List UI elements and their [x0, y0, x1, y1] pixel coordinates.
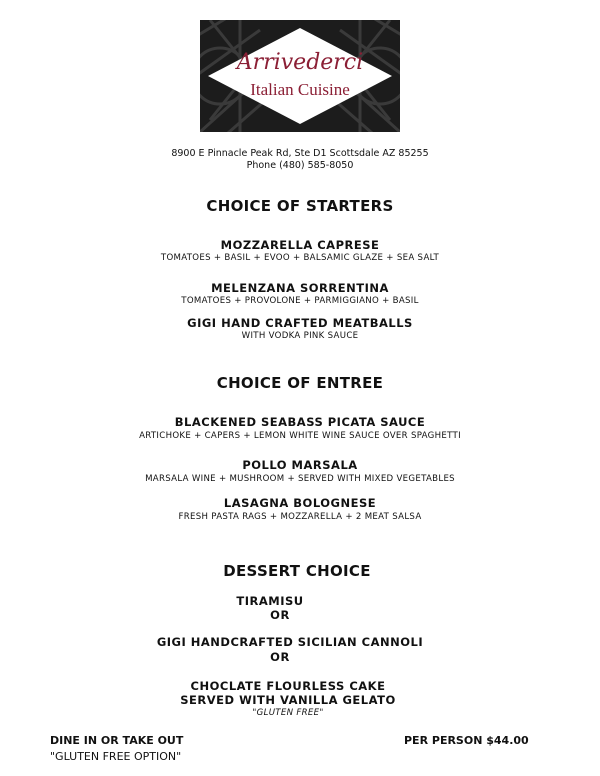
dessert-3-line2: SERVED WITH VANILLA GELATO: [180, 693, 396, 707]
starter-3-desc: WITH VODKA PINK SAUCE: [241, 331, 359, 341]
dessert-or-1: OR: [270, 608, 290, 622]
dessert-3-line1: CHOCLATE FLOURLESS CAKE: [190, 679, 386, 693]
dessert-or-2: OR: [270, 650, 290, 664]
entree-1-desc: ARTICHOKE + CAPERS + LEMON WHITE WINE SAUCE OVER SPAGHETTI: [139, 431, 461, 441]
entree-heading: CHOICE OF ENTREE: [216, 374, 384, 392]
dine-in-take-out: DINE IN OR TAKE OUT: [50, 734, 184, 747]
logo-pattern: [200, 20, 400, 132]
entree-1-name: BLACKENED SEABASS PICATA SAUCE: [174, 415, 426, 429]
gluten-free-option: "GLUTEN FREE OPTION": [50, 750, 182, 763]
phone: Phone (480) 585-8050: [246, 160, 354, 171]
starter-3-name: GIGI HAND CRAFTED MEATBALLS: [187, 316, 413, 330]
starters-heading: CHOICE OF STARTERS: [206, 197, 394, 215]
logo-name: Arrivederci: [236, 50, 364, 75]
dessert-1-name: TIRAMISU: [236, 594, 304, 608]
address: 8900 E Pinnacle Peak Rd, Ste D1 Scottsdale AZ 85255: [171, 148, 429, 159]
price-per-person: PER PERSON $44.00: [404, 734, 529, 747]
entree-2-desc: MARSALA WINE + MUSHROOM + SERVED WITH MIXED VEGETABLES: [145, 474, 455, 484]
starter-1-desc: TOMATOES + BASIL + EVOO + BALSAMIC GLAZE + SEA SALT: [160, 253, 440, 263]
restaurant-logo: [200, 20, 400, 132]
dessert-heading: DESSERT CHOICE: [223, 562, 371, 580]
dessert-3-note: "GLUTEN FREE": [252, 708, 324, 718]
starter-2-name: MELENZANA SORRENTINA: [211, 281, 389, 295]
entree-3-name: LASAGNA BOLOGNESE: [223, 496, 377, 510]
logo-subtitle: Italian Cuisine: [250, 80, 350, 99]
entree-3-desc: FRESH PASTA RAGS + MOZZARELLA + 2 MEAT SALSA: [178, 512, 422, 522]
starter-1-name: MOZZARELLA CAPRESE: [220, 238, 380, 252]
dessert-2-name: GIGI HANDCRAFTED SICILIAN CANNOLI: [156, 635, 424, 649]
entree-2-name: POLLO MARSALA: [242, 458, 358, 472]
starter-2-desc: TOMATOES + PROVOLONE + PARMIGGIANO + BASIL: [181, 296, 419, 306]
